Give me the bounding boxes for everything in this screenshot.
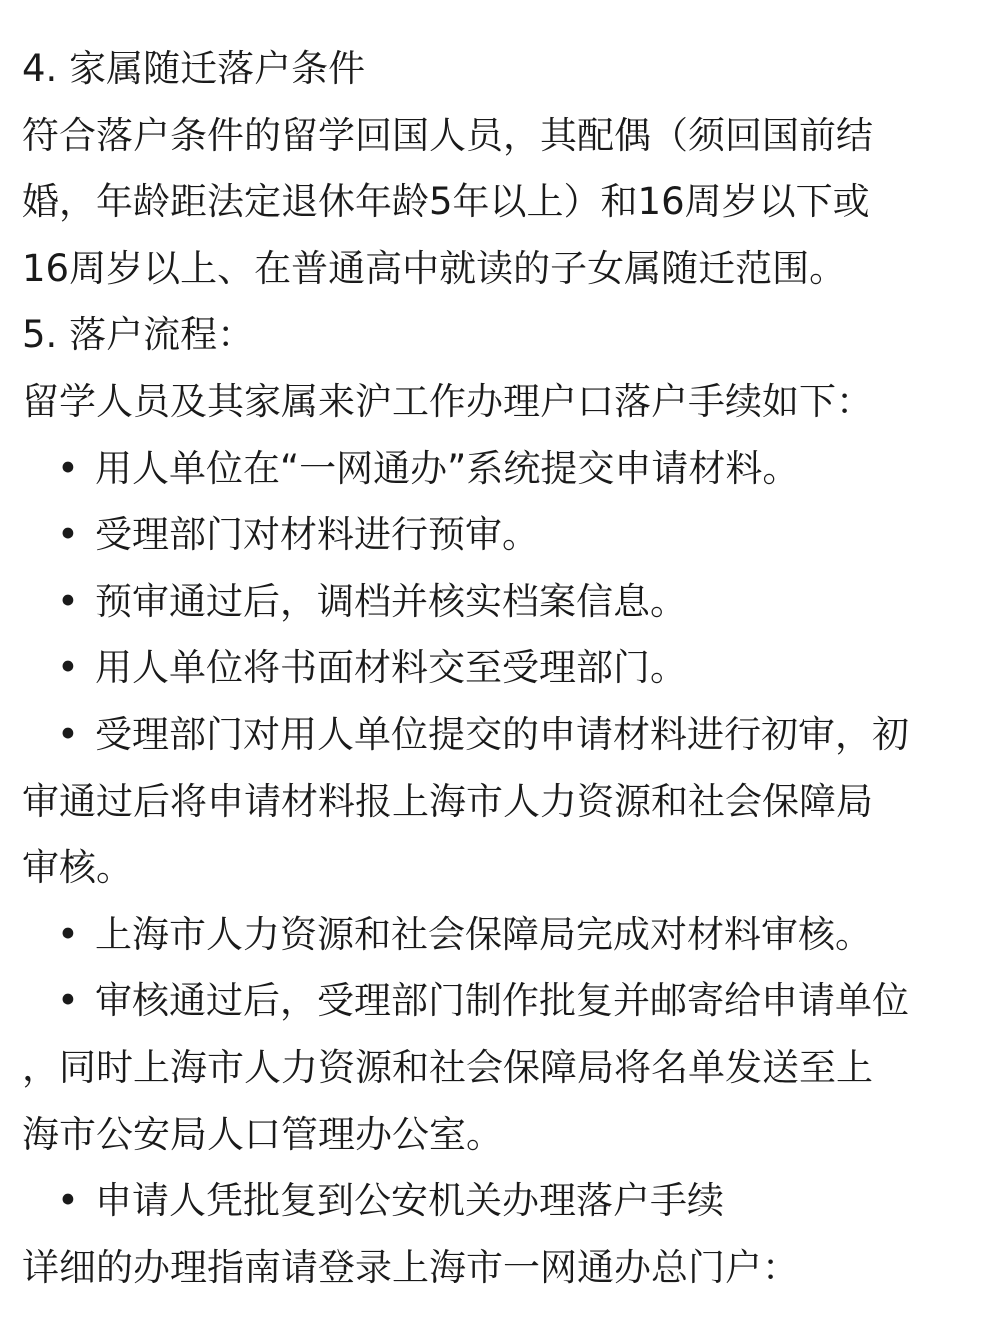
bullet-item (22, 1168, 982, 1235)
bullet-item (22, 635, 982, 702)
bullet-icon: • (57, 513, 79, 557)
text-line: 详细的办理指南请登录上海市一网通办总门户： (22, 1245, 799, 1289)
bullet-item (22, 436, 982, 503)
bullet-text: 受理部门对材料进行预审。 (95, 513, 539, 557)
bullet-text: 用人单位在“一网通办”系统提交申请材料。 (95, 446, 800, 490)
text-line: 婚，年龄距法定退休年龄5年以上）和16周岁以下或 (22, 180, 870, 224)
bullet-text: 审核通过后，受理部门制作批复并邮寄给申请单位 (95, 979, 909, 1023)
bullet-text: 预审通过后，调档并核实档案信息。 (95, 579, 687, 623)
text-line: 海市公安局人口管理办公室。 (22, 1112, 503, 1156)
text-line: 符合落户条件的留学回国人员，其配偶（须回国前结 (22, 113, 873, 157)
section-heading: 4. 家属随迁落户条件 (22, 47, 366, 90)
text-line: 审核。 (22, 846, 133, 890)
bullet-icon: • (57, 646, 79, 690)
bullet-item (22, 902, 982, 969)
text-line: 16周岁以上、在普通高中就读的子女属随迁范围。 (22, 246, 847, 290)
bullet-item (22, 502, 982, 569)
bullet-icon: • (57, 979, 79, 1023)
section-heading: 5. 落户流程： (22, 313, 255, 357)
bullet-icon: • (57, 579, 79, 623)
document-body (22, 36, 982, 1301)
bullet-item (22, 569, 982, 636)
bullet-text: 受理部门对用人单位提交的申请材料进行初审，初 (95, 712, 909, 756)
text-line: 留学人员及其家属来沪工作办理户口落户手续如下： (22, 379, 873, 423)
bullet-text: 上海市人力资源和社会保障局完成对材料审核。 (95, 912, 872, 956)
bullet-item (22, 968, 982, 1035)
bullet-icon: • (57, 712, 79, 756)
bullet-icon: • (57, 912, 79, 956)
bullet-text: 申请人凭批复到公安机关办理落户手续 (95, 1179, 724, 1223)
bullet-icon: • (57, 1179, 79, 1223)
text-line: 审通过后将申请材料报上海市人力资源和社会保障局 (22, 779, 873, 823)
text-line: ，同时上海市人力资源和社会保障局将名单发送至上 (22, 1045, 873, 1089)
bullet-text: 用人单位将书面材料交至受理部门。 (95, 646, 687, 690)
bullet-icon: • (57, 446, 79, 490)
bullet-item (22, 702, 982, 769)
